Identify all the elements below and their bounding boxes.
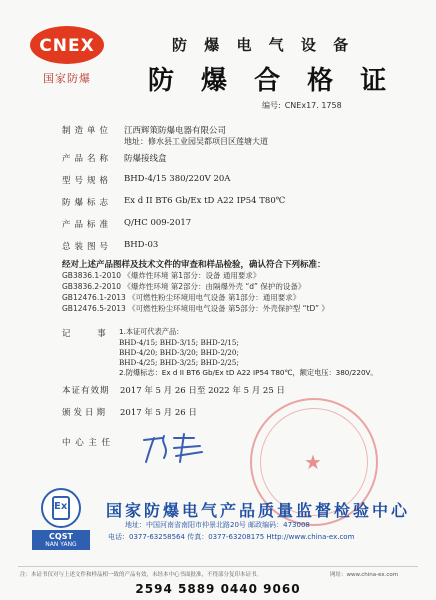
ex-brand-text: CQST: [49, 532, 73, 541]
standard-line: GB12476.5-2013 《可燃性粉尘环境用电气设备 第5部分：外壳保护型 “tD” 》: [62, 304, 329, 313]
validity-row: [62, 384, 285, 396]
product-row: [62, 152, 167, 164]
header-subtitle: 防 爆 电 气 设 备: [172, 36, 355, 54]
validity-label: 本证有效期: [62, 386, 110, 396]
drawing-label: 总装图号: [62, 242, 113, 252]
standard-line: GB12476.1-2013 《可燃性粉尘环境用电气设备 第1部分：通用要求》: [62, 293, 301, 302]
model-label: 型号规格: [62, 176, 113, 186]
notes-label: 记 事: [62, 329, 118, 339]
validity-value: 2017 年 5 月 26 日至 2022 年 5 月 25 日: [120, 386, 285, 396]
certificate-number: [258, 100, 342, 111]
logo-text: CNEX: [39, 36, 95, 56]
ex-logo-text: Ex: [54, 501, 68, 512]
note-line: BHD-4/20; BHD-3/20; BHD-2/20;: [119, 348, 239, 357]
manufacturer-label: 制造单位: [62, 126, 113, 136]
cnex-logo: [30, 26, 104, 88]
standard-label: 产品标准: [62, 220, 113, 230]
manufacturer-row: [62, 124, 227, 136]
seal-star-icon: ★: [304, 450, 322, 474]
director-label: 中 心 主 任: [62, 438, 112, 448]
standard-value: Q/HC 009-2017: [124, 218, 192, 228]
issue-label: 颁发日期: [62, 408, 109, 418]
center-address: 地址：中国河南省南阳市仲景北路20号 邮政编码：473008: [125, 521, 310, 529]
director-signature: [140, 430, 210, 466]
ex-city-text: NAN YANG: [45, 541, 77, 548]
footer-divider: [18, 566, 418, 567]
issue-row: [62, 406, 197, 418]
standard-line: GB3836.2-2010 《爆炸性环境 第2部分：由隔爆外壳 “d” 保护的设备》: [62, 282, 306, 291]
drawing-value: BHD-03: [124, 240, 159, 250]
note-line: BHD-4/25; BHD-3/25; BHD-2/25;: [119, 358, 239, 367]
model-row: [62, 174, 231, 186]
model-value: BHD-4/15 380/220V 20A: [124, 174, 231, 184]
note-line: 1.本证可代表产品：: [119, 327, 184, 336]
header-title: 防 爆 合 格 证: [148, 66, 396, 96]
marking-row: [62, 196, 286, 208]
footer-note: 注：本证书仅对与上述文件和样品相一致的产品有效，未经本中心书面批准，不得部分复印本证书。: [20, 572, 263, 578]
ex-logo-bar: [32, 530, 90, 550]
standard-line: GB3836.1-2010 《爆炸性环境 第1部分：设备 通用要求》: [62, 271, 261, 280]
conformity-statement: 经对上述产品图样及技术文件的审查和样品检验，确认符合下列标准：: [62, 260, 326, 270]
director-row: [62, 436, 114, 448]
cert-no-value: CNEx17. 1758: [284, 101, 342, 110]
marking-label: 防爆标志: [62, 198, 113, 208]
standard-row: [62, 218, 192, 230]
serial-number: 2594 5889 0440 9060: [135, 582, 301, 596]
manufacturer-value: 江西辉策防爆电器有限公司: [124, 126, 227, 136]
center-name: 国家防爆电气产品质量监督检验中心: [106, 501, 411, 520]
footer-url: 网址：www.china-ex.com: [330, 572, 399, 578]
ex-cqst-logo: [32, 488, 90, 550]
logo-org-name: 国家防爆: [43, 72, 91, 85]
note-line: 2.防爆标志：Ex d II BT6 Gb/Ex tD A22 IP54 T80℃，额定电压：380/220V。: [119, 368, 378, 377]
note-line: BHD-4/15; BHD-3/15; BHD-2/15;: [119, 338, 239, 347]
center-contact: 电话：0377-63258564 传真：0377-63208175 Http://www.china-ex.com: [108, 533, 355, 541]
drawing-row: [62, 240, 159, 252]
cert-no-label: 编号:: [262, 101, 281, 110]
issue-value: 2017 年 5 月 26 日: [120, 408, 197, 418]
ex-logo-circle: [41, 488, 81, 528]
manufacturer-address: 地址：修水县工业园吴都项目区莲塘大道: [124, 137, 268, 146]
product-value: 防爆接线盒: [124, 154, 167, 164]
marking-value: Ex d II BT6 Gb/Ex tD A22 IP54 T80℃: [124, 196, 286, 206]
product-label: 产品名称: [62, 154, 113, 164]
